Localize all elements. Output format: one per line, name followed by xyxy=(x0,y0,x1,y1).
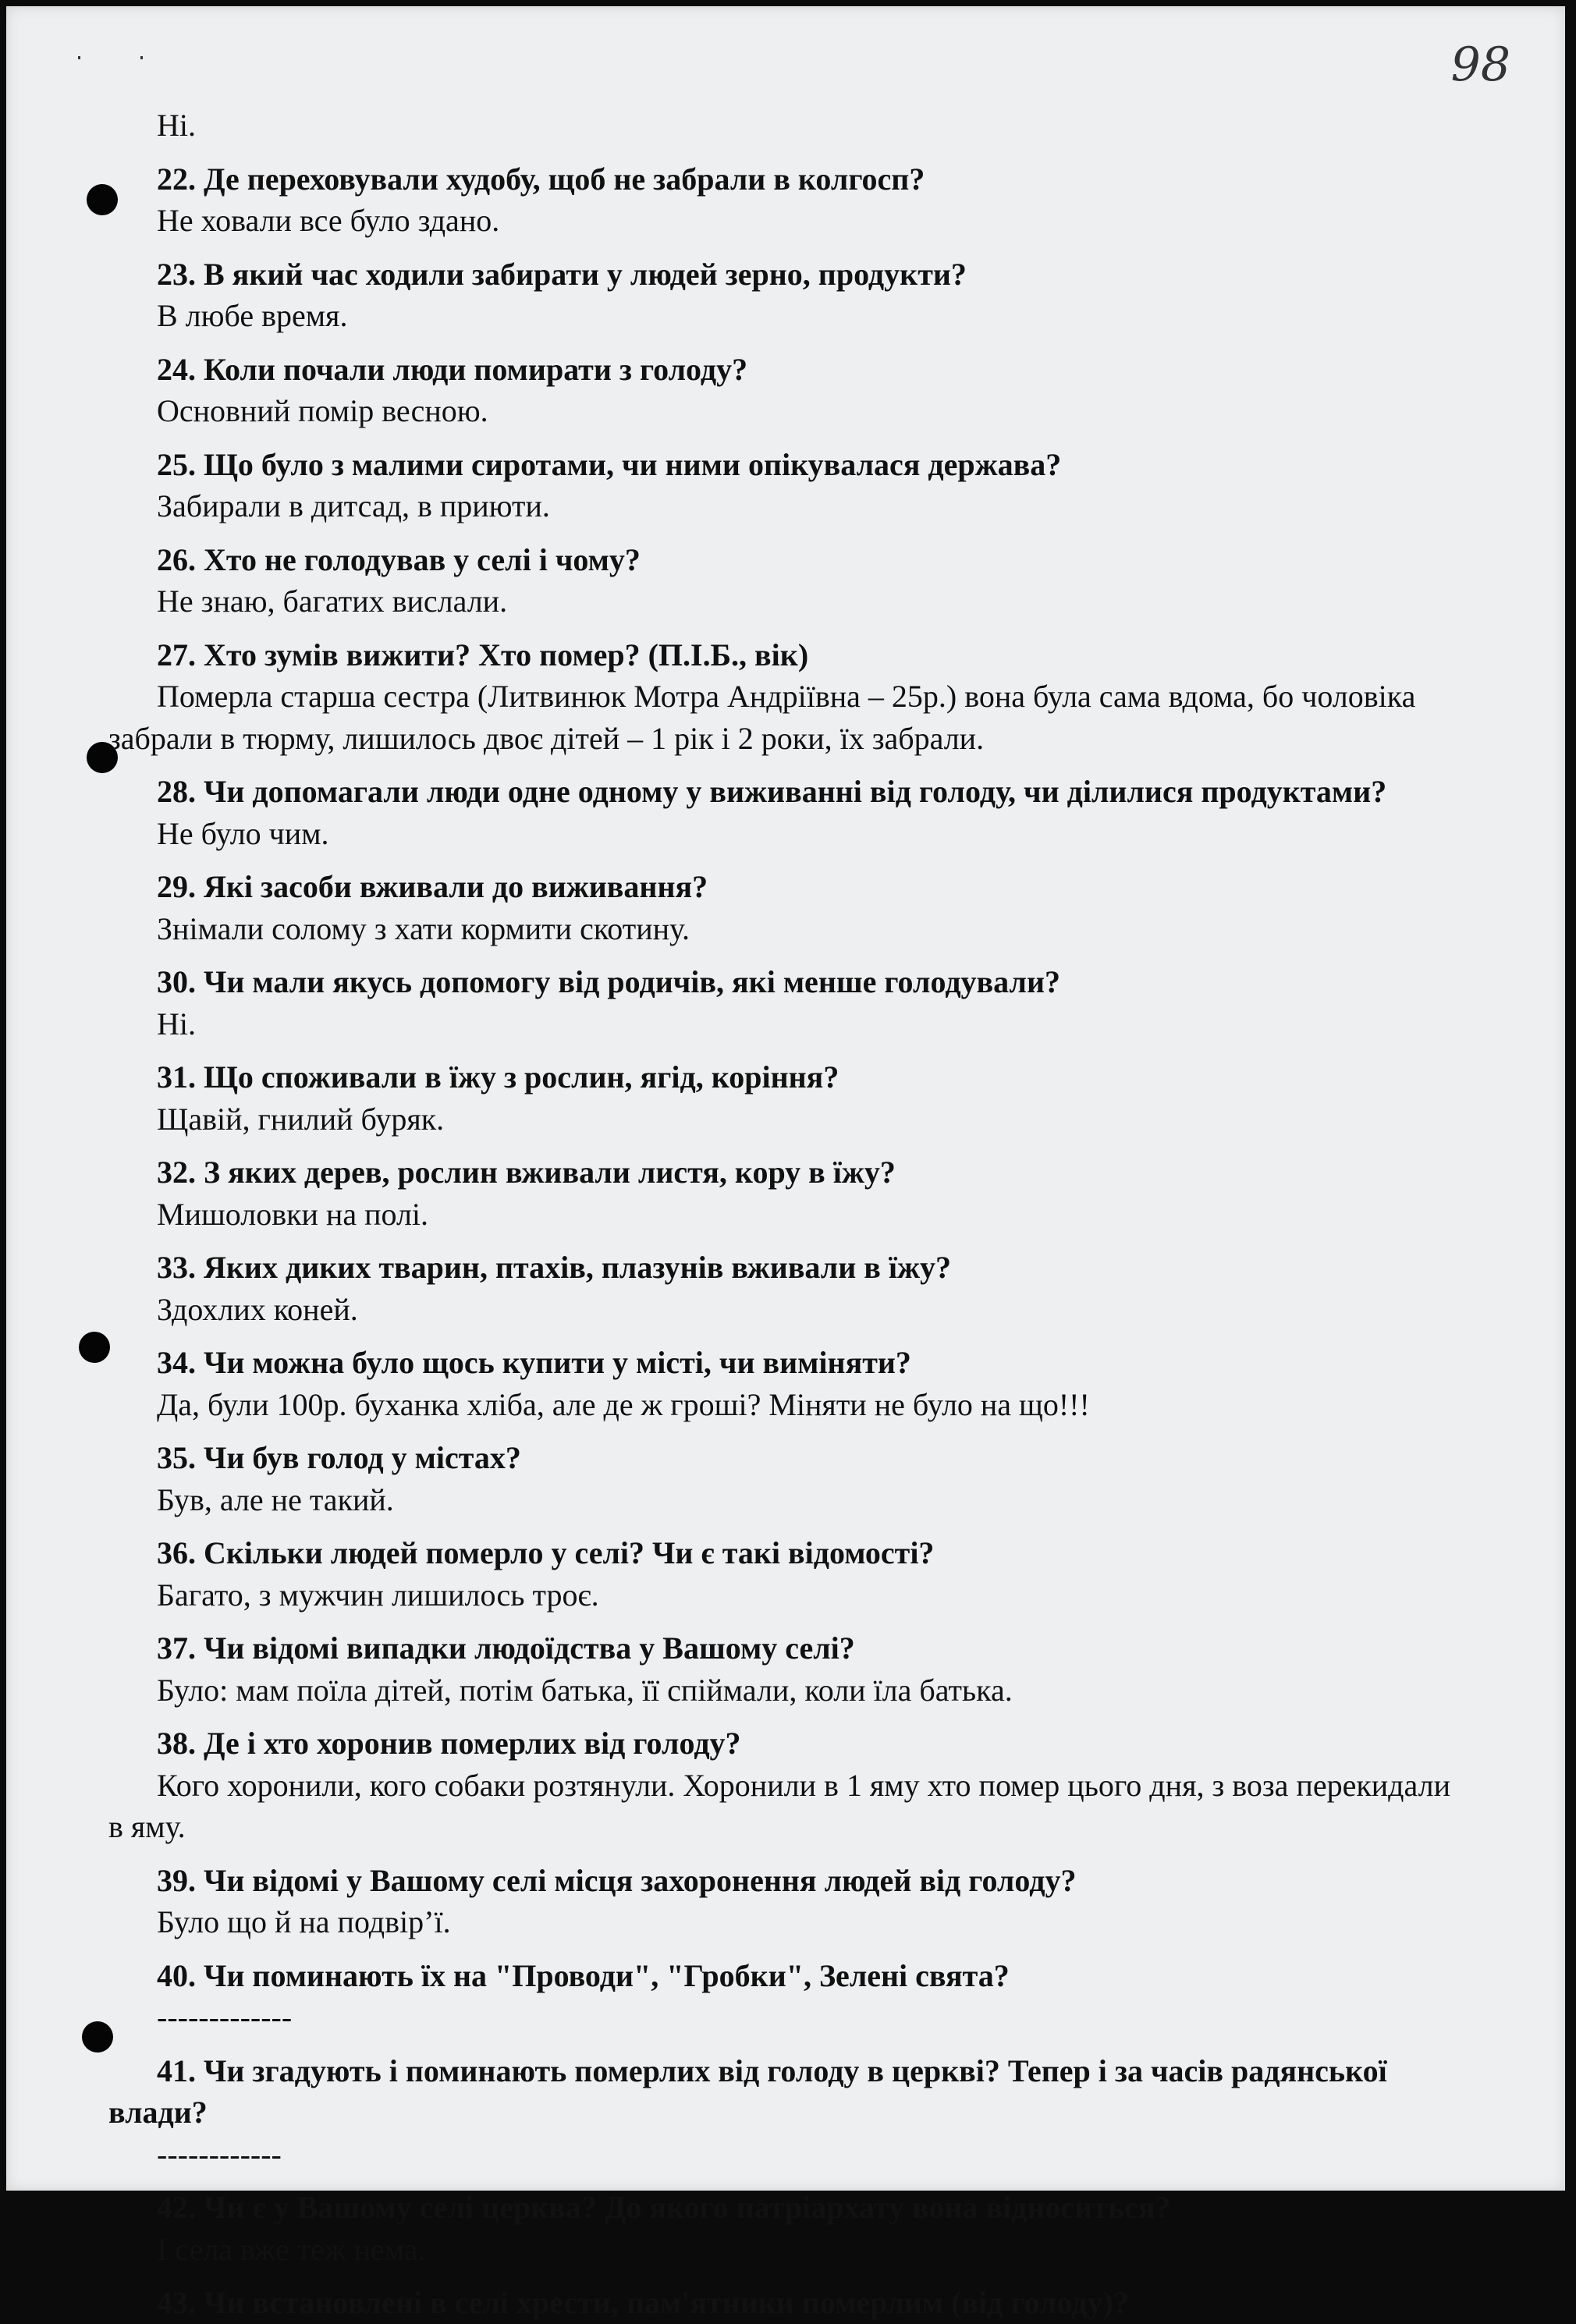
question-line: 30. Чи мали якусь допомогу від родичів, які менше голодували? xyxy=(157,964,1060,999)
answer-line: Було: мам поїла дітей, потім батька, її спіймали, коли їла батька. xyxy=(157,1672,1013,1708)
answer-line: В любе время. xyxy=(157,298,348,333)
answer-line: ------------ xyxy=(157,2136,282,2172)
document-body xyxy=(108,105,1450,2324)
answer-line: Здохлих коней. xyxy=(157,1291,358,1327)
question-line: 41. Чи згадують і поминають померлих від голоду в церкві? Тепер і за часів радянської влади? xyxy=(108,2053,1387,2130)
question-line: 25. Що було з малими сиротами, чи ними опікувалася держава? xyxy=(157,446,1062,482)
answer-line: Не було чим. xyxy=(157,815,329,851)
document-page xyxy=(6,6,1565,2320)
page-number: 98 xyxy=(1450,37,1510,92)
answer-line: Основний помір весною. xyxy=(157,393,488,428)
question-line: 42. Чи є у Вашому селі церква? До якого патріархату вона відноситься? xyxy=(157,2190,1171,2225)
answer-line: Не знаю, багатих вислали. xyxy=(157,584,508,619)
scan-mark xyxy=(140,56,143,59)
question-line: 38. Де і хто хоронив померлих від голоду? xyxy=(157,1726,741,1761)
question-line: 27. Хто зумів вижити? Хто помер? (П.І.Б., вік) xyxy=(157,637,809,672)
answer-line: І села вже теж нема. xyxy=(157,2231,426,2267)
answer-line: Да, були 100р. буханка хліба, але де ж гроші? Міняти не було на що!!! xyxy=(157,1386,1090,1422)
question-line: 26. Хто не голодував у селі і чому? xyxy=(157,541,641,577)
question-line: 35. Чи був голод у містах? xyxy=(157,1440,521,1475)
answer-line: Не ховали все було здано. xyxy=(157,203,500,238)
answer-line: Був, але не такий. xyxy=(157,1481,394,1517)
answer-line: Мишоловки на полі. xyxy=(157,1196,429,1232)
question-line: 36. Скільки людей померло у селі? Чи є такі відомості? xyxy=(157,1535,935,1570)
question-line: 29. Які засоби вживали до виживання? xyxy=(157,869,708,904)
answer-line: Ні. xyxy=(157,1006,196,1041)
answer-line: Померла старша сестра (Литвинюк Мотра Андріївна – 25р.) вона була сама вдома, бо чоловіка забрали в тюрму, лишилось двоє дітей – 1 рік і 2 роки, їх забрали. xyxy=(108,679,1416,756)
question-line: 22. Де переховували худобу, щоб не забрали в колгосп? xyxy=(157,161,925,197)
answer-line: Щавій, гнилий буряк. xyxy=(157,1101,445,1137)
question-line: 32. З яких дерев, рослин вживали листя, кору в їжу? xyxy=(157,1155,896,1190)
question-line: 28. Чи допомагали люди одне одному у виживанні від голоду, чи ділилися продуктами? xyxy=(157,774,1387,809)
answer-line: Було що й на подвір’ї. xyxy=(157,1904,451,1939)
question-line: 40. Чи поминають їх на "Проводи", "Гробки", Зелені свята? xyxy=(157,1957,1010,1993)
question-line: 39. Чи відомі у Вашому селі місця захоронення людей від голоду? xyxy=(157,1862,1077,1898)
answer-line: Ні. xyxy=(157,108,196,143)
answer-line: Багато, з мужчин лишилось троє. xyxy=(157,1577,599,1613)
question-line: 34. Чи можна було щось купити у місті, чи виміняти? xyxy=(157,1345,911,1380)
question-line: 31. Що споживали в їжу з рослин, ягід, коріння? xyxy=(157,1059,839,1095)
scan-mark xyxy=(78,56,80,59)
question-line: 23. В який час ходили забирати у людей зерно, продукти? xyxy=(157,256,967,292)
answer-line: Забирали в дитсад, в приюти. xyxy=(157,488,550,523)
question-line: 37. Чи відомі випадки людоїдства у Вашому селі? xyxy=(157,1630,855,1666)
question-line: 24. Коли почали люди помирати з голоду? xyxy=(157,351,748,387)
question-line: 43. Чи встановлені в селі хрести, пам'ятники померлим (від голоду)? xyxy=(157,2285,1129,2320)
answer-line: Кого хоронили, кого собаки розтянули. Хоронили в 1 яму хто помер цього дня, з воза перекидали в яму. xyxy=(108,1767,1451,1844)
punch-hole xyxy=(79,1332,110,1363)
question-line: 33. Яких диких тварин, птахів, плазунів вживали в їжу? xyxy=(157,1250,951,1285)
answer-line: ------------- xyxy=(157,1999,293,2035)
answer-line: Знімали солому з хати кормити скотину. xyxy=(157,910,690,946)
